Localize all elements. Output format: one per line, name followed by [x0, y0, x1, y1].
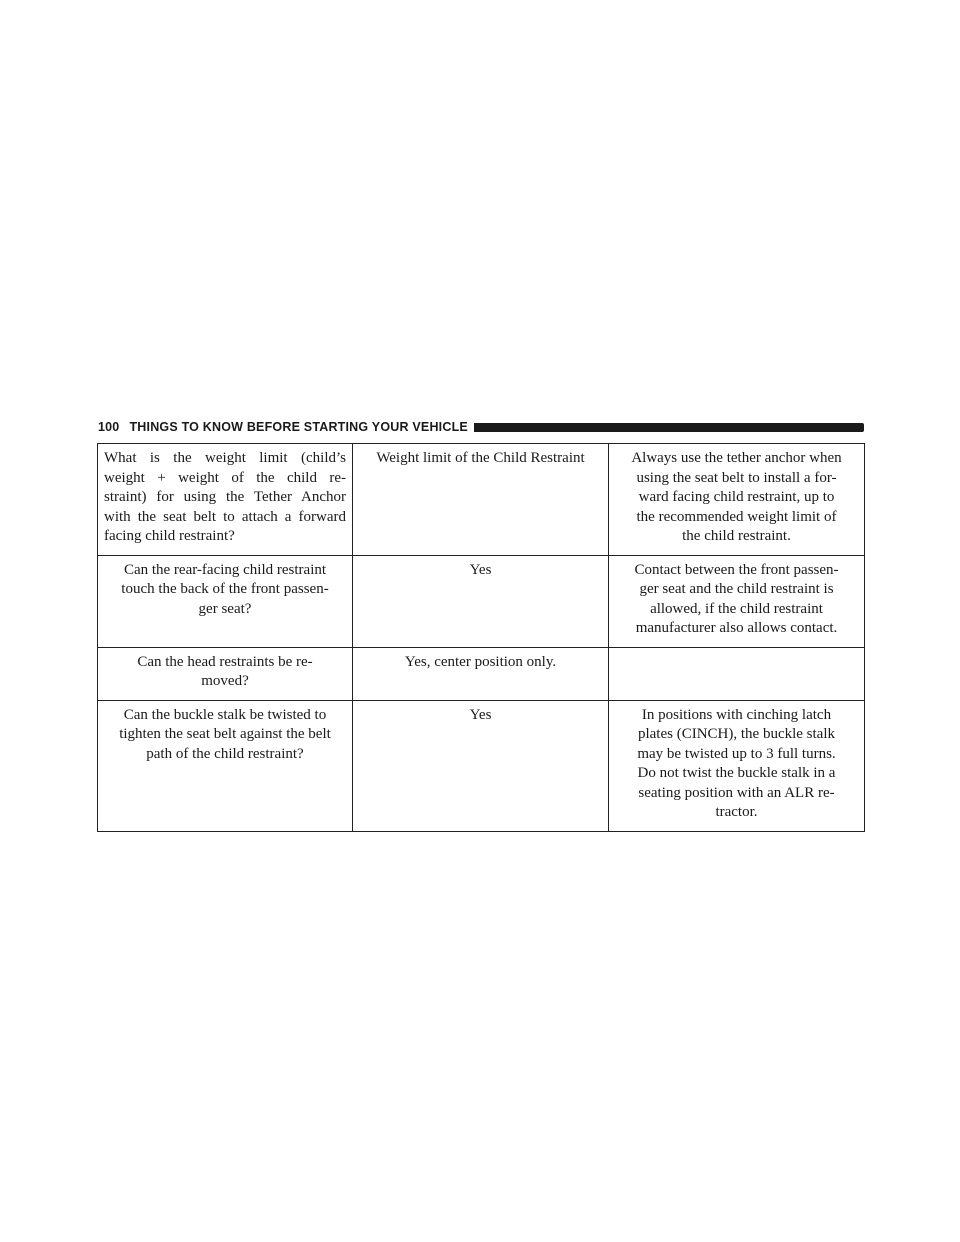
page-header	[98, 417, 864, 437]
notes-cell: Contact between the front passen- ger seat and the child restraint is allowed, if the child restraint manufacturer also allows contact.	[609, 555, 865, 647]
table-row	[98, 555, 865, 647]
answer-cell: Weight limit of the Child Restraint	[353, 444, 609, 556]
answer-cell: Yes	[353, 555, 609, 647]
table-row	[98, 444, 865, 556]
question-cell: What is the weight limit (child’s weight + weight of the child re- straint) for using the Tether Anchor with the seat belt to attach a forward facing child restraint?	[98, 444, 353, 556]
notes-cell	[609, 647, 865, 700]
section-title: THINGS TO KNOW BEFORE STARTING YOUR VEHICLE	[129, 420, 468, 434]
child-restraint-table	[97, 443, 865, 832]
notes-cell: Always use the tether anchor when using the seat belt to install a for- ward facing child restraint, up to the recommended weight limit of the child restraint.	[609, 444, 865, 556]
answer-cell: Yes, center position only.	[353, 647, 609, 700]
table-row	[98, 647, 865, 700]
page-number: 100	[98, 420, 120, 434]
answer-cell: Yes	[353, 700, 609, 831]
notes-cell: In positions with cinching latch plates (CINCH), the buckle stalk may be twisted up to 3 full turns. Do not twist the buckle stalk in a seating position with an ALR re- tractor.	[609, 700, 865, 831]
question-cell: Can the rear-facing child restraint touch the back of the front passen- ger seat?	[98, 555, 353, 647]
question-cell: Can the head restraints be re- moved?	[98, 647, 353, 700]
header-rule	[474, 423, 864, 432]
table-row	[98, 700, 865, 831]
question-cell: Can the buckle stalk be twisted to tighten the seat belt against the belt path of the child restraint?	[98, 700, 353, 831]
